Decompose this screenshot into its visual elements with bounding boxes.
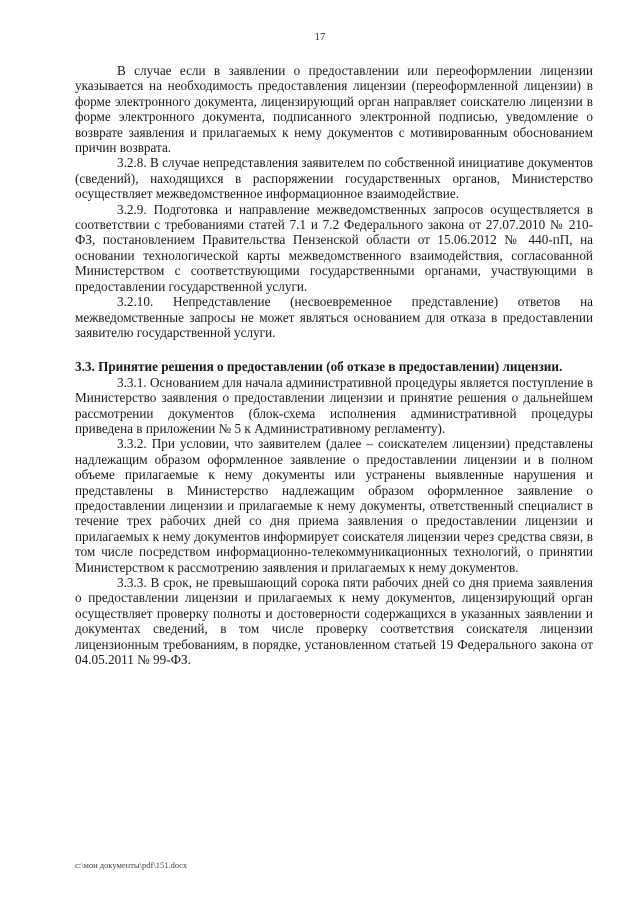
footer-file-path: c:\мои документы\pdf\151.docx — [75, 860, 188, 870]
paragraph-3-2-10: 3.2.10. Непредставление (несвоевременное представление) ответов на межведомственные запросы не может являться основанием для отказа в предоставлении заявителю государственной услуги. — [75, 294, 593, 340]
section-gap — [75, 340, 593, 359]
paragraph-3-2-9: 3.2.9. Подготовка и направление межведомственных запросов осуществляется в соответствии с требованиями статей 7.1 и 7.2 Федерального закона от 27.07.2010 № 210-ФЗ, постановлением Правительства Пензенской области от 15.06.2012 № 440-пП, на основании технологической карты межведомственного взаимодействия, согласованной Министерством с соответствующими государственными органами, участвующими в предоставлении государственной услуги. — [75, 201, 593, 294]
paragraph-3-3-1: 3.3.1. Основанием для начала административной процедуры является поступление в Министерство заявления о предоставлении лицензии и принятие решения о дальнейшем рассмотрении документов (блок-схема исполнения административной процедуры приведена в приложении № 5 к Административному регламенту). — [75, 374, 593, 436]
paragraph-3-3-2: 3.3.2. При условии, что заявителем (далее – соискателем лицензии) представлены надлежащим образом оформленное заявление о предоставлении лицензии и в полном объеме прилагаемые к нему документы или устранены выявленные нарушения и представлены в Министерство надлежащим образом оформленное заявление о предоставлении лицензии и прилагаемые к нему документы, ответственный специалист в течение трех рабочих дней со дня приема заявления о предоставлении лицензии и прилагаемых к нему документов информирует соискателя лицензии через средства связи, в том числе посредством информационно-телекоммуникационных технологий, о принятии Министерством к рассмотрению заявления и прилагаемых к нему документов. — [75, 436, 593, 575]
page-number: 17 — [314, 31, 326, 43]
paragraph-3-2-8: 3.2.8. В случае непредставления заявителем по собственной инициативе документов (сведений), находящихся в распоряжении государственных органов, Министерство осуществляет межведомственное информационное взаимодействие. — [75, 155, 593, 202]
paragraph-3-3-3: 3.3.3. В срок, не превышающий сорока пяти рабочих дней со дня приема заявления о предоставлении лицензии и прилагаемых к нему документов, лицензирующий орган осуществляет проверку полноты и достоверности содержащихся в указанных заявлении и документах сведений, в том числе проверку соответствия соискателя лицензии лицензионным требованиям, в порядке, установленном статьей 19 Федерального закона от 04.05.2011 № 99-ФЗ. — [75, 575, 593, 668]
section-heading-3-3: 3.3. Принятие решения о предоставлении (об отказе в предоставлении) лицензии. — [75, 359, 563, 375]
document-body — [75, 63, 593, 667]
paragraph-return-notice: В случае если в заявлении о предоставлении или переоформлении лицензии указывается на необходимость предоставления лицензии (переоформленной лицензии) в форме электронного документа, лицензирующий орган направляет соискателю лицензии в форме электронного документа, подписанного электронной подписью, уведомление о возврате заявления и прилагаемых к нему документов с мотивированным обоснованием причин возврата. — [75, 63, 593, 156]
